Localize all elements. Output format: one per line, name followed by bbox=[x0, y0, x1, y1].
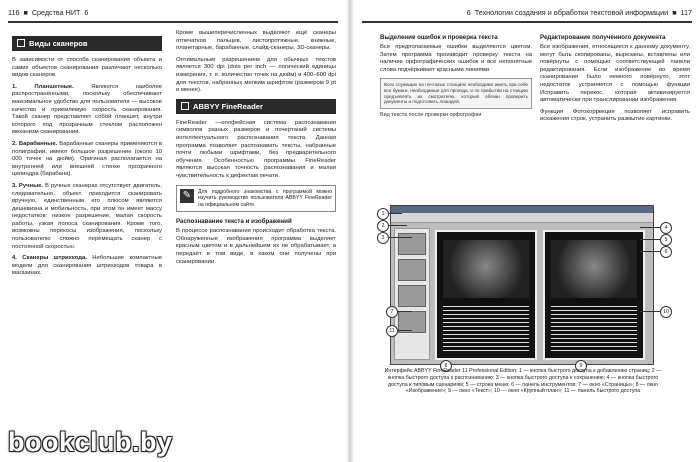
text-pane bbox=[543, 230, 645, 360]
right-page-number: 117 bbox=[680, 8, 692, 17]
item-text: Барабанные сканеры применяются в полиграфии, имеют большое разрешение (около 10 000 точек на дюйм). Оригинал располагается на внутренней или внешней стенке прозрачного цилиндра (барабана). bbox=[12, 140, 162, 178]
item-label: 2. Барабанные. bbox=[12, 140, 58, 147]
callout-leader bbox=[398, 311, 412, 312]
callout-6: 6 bbox=[660, 246, 672, 258]
right-column-2 bbox=[540, 34, 690, 199]
left-chapter-marker: 6 bbox=[84, 8, 89, 17]
right-running-header bbox=[362, 4, 692, 23]
subheading: Распознавание текста и изображений bbox=[176, 218, 292, 226]
item-label: 3. Ручные. bbox=[12, 182, 44, 189]
spellcheck-caption: Вид текста после проверки орфографии bbox=[380, 111, 482, 118]
paragraph: Функция Фотокоррекция позволяет исправить искажения строк, устранить размытие картинки. bbox=[540, 108, 690, 123]
recognized-photo bbox=[551, 240, 637, 298]
callout-7: 7 bbox=[386, 306, 398, 318]
list-item bbox=[12, 84, 162, 137]
list-item bbox=[12, 183, 162, 251]
title-bar bbox=[391, 206, 653, 213]
page-thumbnail bbox=[398, 285, 426, 307]
callout-1: 1 bbox=[377, 208, 389, 220]
paragraph: Все изображения, относящиеся к данному документу, могут быть скопированы, вырезаны, вставлены или повёрнуты с помощью соответствующей панели редактирования. Если изображение во время сканирования было немного повёрнуто, этот недостаток устраняется с помощью функции Исправить перекос, которая активизируется автоматически при транслировании изображения. bbox=[540, 44, 690, 104]
item-label: 4. Сканеры штрихкода. bbox=[12, 255, 87, 262]
callout-leader bbox=[387, 213, 402, 214]
recognized-text bbox=[551, 306, 637, 352]
scanned-text bbox=[443, 306, 529, 352]
callout-5: 5 bbox=[660, 234, 672, 246]
callout-leader bbox=[387, 225, 407, 226]
left-column-2 bbox=[176, 30, 336, 450]
section-square-icon bbox=[17, 39, 25, 47]
callout-4: 4 bbox=[660, 222, 672, 234]
page-thumbnail bbox=[398, 259, 426, 281]
paragraph: Оптимальным разрешением для обычных текстов является 300 dpi (dots per inch — логический единицы измерения, т. е. количество точек на дюйм) и 400–600 dpi для текстов, набранных мелким шрифтом (размером 9 pt и менее). bbox=[176, 56, 336, 94]
watermark-logo: bookclub.by bbox=[8, 427, 173, 457]
callout-leader bbox=[640, 227, 660, 228]
callout-leader bbox=[640, 251, 660, 252]
callout-10: 10 bbox=[660, 306, 672, 318]
subheading: Редактирование полученного документа bbox=[540, 34, 666, 41]
note-box bbox=[176, 185, 336, 213]
item-label: 1. Планшетные. bbox=[12, 83, 74, 90]
callout-leader bbox=[387, 237, 412, 238]
section-header-scanner-types bbox=[12, 36, 162, 51]
item-text: Являются наиболее распространёнными, поскольку обеспечивают максимальное удобство для пользователя — высокое качество и приемлемую скорость сканирования. Такой сканер представляет собой планшет, внутри которого под прозрачным стеклом расположен механизм сканирования. bbox=[12, 83, 162, 136]
finereader-screenshot bbox=[390, 205, 654, 365]
square-marker-icon: ■ bbox=[672, 8, 677, 17]
left-running-header bbox=[8, 4, 338, 23]
callout-leader bbox=[398, 330, 412, 331]
callout-leader bbox=[640, 239, 660, 240]
callout-9: 9 bbox=[575, 360, 587, 372]
section-title: ABBYY FineReader bbox=[193, 101, 263, 111]
paragraph: В процессе распознавания происходит обработка текста. Обнаруженные изображения программа выделяет красным цветом и в дальнейшем их не обрабатывает, а передаёт в том виде, в каком они получены при сканировании. bbox=[176, 228, 336, 265]
scanned-photo bbox=[443, 240, 529, 298]
left-book-title: Средства НИТ bbox=[31, 8, 81, 17]
right-chapter-title: Технологии создания и обработки текстовой информации bbox=[474, 8, 669, 17]
paragraph: В зависимости от способа сканирования объекта и самих объектов сканирования различают несколько видов сканеров. bbox=[12, 57, 162, 79]
callout-leader bbox=[640, 311, 660, 312]
paragraph: Кроме вышеперечисленных выделяют ещё сканеры отпечатков пальцев, листопротяжные, книжные, планетарные, барабанные, слайд-сканеры, 3D-сканеры. bbox=[176, 30, 336, 52]
figure-caption: Интерфейс ABBYY FineReader 11 Professional Edition: 1 — кнопка быстрого доступа к добавлению страниц; 2 — кнопка быстрого доступа к распознаванию; 3 — кнопка быстрого доступа к сохранению; 4 — кнопка быстрого доступа к типовым сценариям; 5 — строка меню; 6 — панель инструментов; 7 — окно «Страницы»; 8 — окно «Изображение»; 9 — окно «Текст»; 10 — окно «Крупный план»; 11 — панель быстрого доступа bbox=[384, 368, 662, 395]
pages-panel bbox=[394, 228, 430, 360]
note-text: Для подробного знакомства с программой можно изучить руководство пользователя ABBYY FineReader на официальном сайте. bbox=[198, 188, 332, 208]
toolbar bbox=[391, 213, 653, 223]
section-header-abbyy bbox=[176, 99, 336, 114]
spellcheck-sample: Всех служащих на почтовых станциях необходимо иметь при себе все бумаги, необходимые для проезда, и по прибытии на станцию предъявлять их смотрителю, который обязан проверить документы и подготовить лошадей. bbox=[380, 78, 532, 108]
right-chapter-marker: 6 bbox=[466, 8, 471, 17]
subheading: Выделение ошибок и проверка текста bbox=[380, 34, 498, 41]
image-pane bbox=[435, 230, 537, 360]
section-square-icon bbox=[181, 102, 189, 110]
list-item bbox=[12, 141, 162, 179]
square-marker-icon: ■ bbox=[23, 8, 28, 17]
callout-3: 3 bbox=[377, 232, 389, 244]
paragraph: FineReader —onофейсная система распознавания символов разных размеров и почертаний системы интеллектуального распознавания текста. Данная программа позволяет распознавать тексты, набранные почти любыми шрифтами, без предварительного обучения. Особенностью программы FineReader являются высокая точность распознавания и малая чувствительность к дефектам печати. bbox=[176, 119, 336, 179]
item-text: В ручных сканерах отсутствует двигатель, следовательно, объект приходится сканировать вручную, единственным его плюсом являются дешевизна и мобильность, при этом он имеет массу недостатков: низкое разрешение, малая скорость работы, узкая полоса сканирования. Кроме того, возможны перекосы изображения, поскольку пользователю сложно перемещать сканер с постоянной скоростью. bbox=[12, 182, 162, 250]
section-title: Виды сканеров bbox=[29, 39, 88, 48]
callout-11: 11 bbox=[386, 325, 398, 337]
right-column-1 bbox=[380, 34, 532, 199]
left-column-1 bbox=[12, 34, 162, 454]
pencil-icon: ✎ bbox=[180, 189, 194, 203]
list-item bbox=[12, 255, 162, 278]
left-page-number: 116 bbox=[8, 8, 20, 17]
item-text: Небольшие компактные модели для сканирования штрихкодов товара в магазинах. bbox=[12, 255, 162, 277]
paragraph: Все предполагаемые ошибки выделяются цветом. Затем программа производит проверку текста на наличие орфографических ошибок и все непонятные слова подчёркивает красными линиями. bbox=[380, 44, 532, 73]
callout-2: 2 bbox=[377, 220, 389, 232]
callout-8: 8 bbox=[440, 360, 452, 372]
